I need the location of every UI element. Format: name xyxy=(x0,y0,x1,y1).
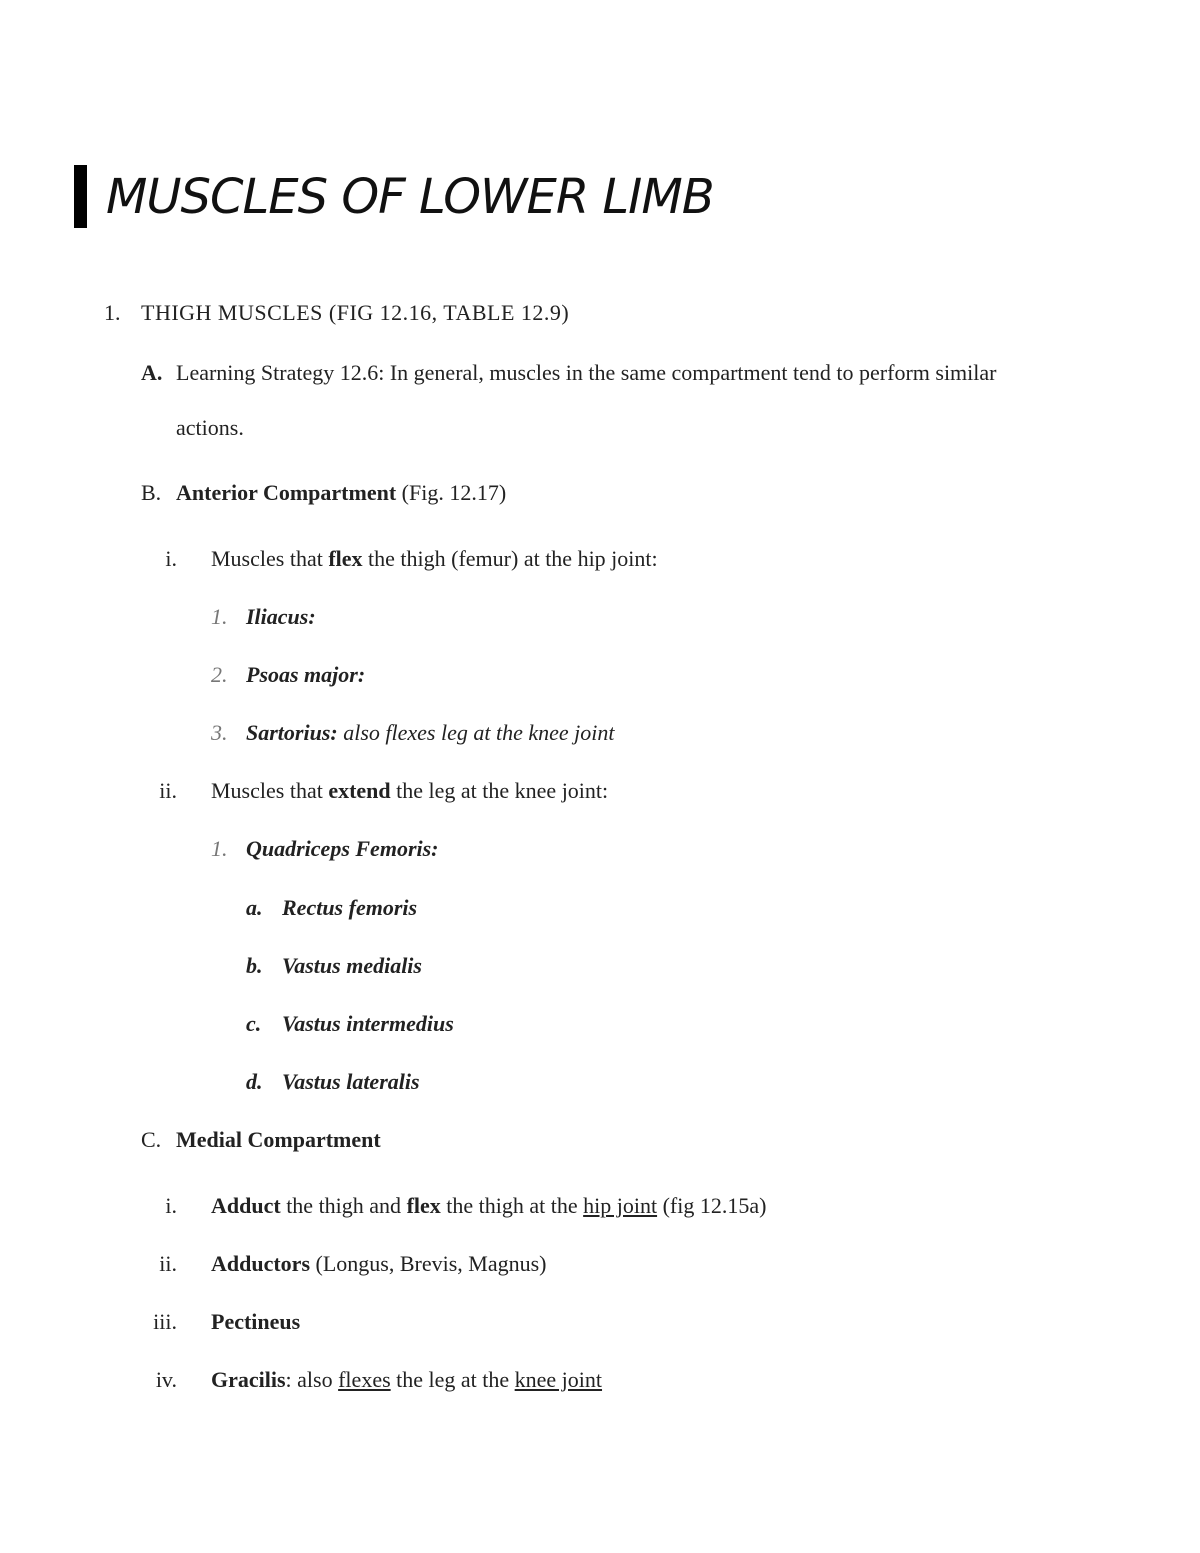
list-item-quadriceps: Quadriceps Femoris: xyxy=(246,836,439,861)
roman-marker-b-ii: ii. xyxy=(159,778,177,803)
learning-strategy-line2: actions. xyxy=(176,415,244,440)
sub-marker-d: d. xyxy=(246,1069,263,1094)
anterior-compartment-heading xyxy=(176,479,506,507)
anterior-compartment-ref: (Fig. 12.17) xyxy=(396,480,507,505)
sub-marker-c: c. xyxy=(246,1011,262,1036)
adduct-text-2: the thigh at the xyxy=(440,1193,584,1218)
flex-thigh-pre: Muscles that xyxy=(211,546,329,571)
sub-marker-a: a. xyxy=(246,895,263,920)
adduct-bold: Adduct xyxy=(211,1193,281,1218)
roman-marker-c-i: i. xyxy=(165,1193,177,1218)
list-marker-psoas: 2. xyxy=(211,662,228,687)
gracilis-bold: Gracilis xyxy=(211,1367,286,1392)
knee-joint-underlined: knee joint xyxy=(514,1367,603,1392)
list-item-sartorius xyxy=(246,719,614,747)
page-title: MUSCLES OF LOWER LIMB xyxy=(106,169,714,225)
adduct-line xyxy=(211,1192,766,1220)
roman-marker-c-ii: ii. xyxy=(159,1251,177,1276)
muscle-name: Iliacus: xyxy=(246,604,316,629)
adductors-bold: Adductors xyxy=(211,1251,311,1276)
sub-item-vastus-medialis: Vastus medialis xyxy=(282,953,422,978)
flexes-underlined: flexes xyxy=(338,1367,391,1392)
flex-thigh-post: the thigh (femur) at the hip joint: xyxy=(362,546,658,571)
flex-bold: flex xyxy=(406,1193,441,1218)
adduct-text-3: (fig 12.15a) xyxy=(657,1193,767,1218)
list-item-iliacus xyxy=(246,603,316,631)
title-accent-bar xyxy=(74,165,87,228)
learning-strategy-line1: Learning Strategy 12.6: In general, muscles in the same compartment tend to perform similar xyxy=(176,360,997,385)
item-marker-a: A. xyxy=(141,360,163,385)
extend-leg-bold: extend xyxy=(328,778,391,803)
list-marker-quadriceps: 1. xyxy=(211,836,228,861)
sub-item-vastus-intermedius: Vastus intermedius xyxy=(282,1011,454,1036)
sub-item-vastus-lateralis: Vastus lateralis xyxy=(282,1069,420,1094)
adduct-text-1: the thigh and xyxy=(280,1193,407,1218)
gracilis-text-2: the leg at the xyxy=(390,1367,515,1392)
roman-marker-c-iv: iv. xyxy=(155,1367,177,1392)
flex-thigh-bold: flex xyxy=(328,546,363,571)
extend-leg-post: the leg at the knee joint: xyxy=(390,778,609,803)
muscle-name: Sartorius: xyxy=(246,720,338,745)
gracilis-line xyxy=(211,1366,602,1394)
muscle-name: Psoas major: xyxy=(246,662,366,687)
sub-item-rectus-femoris: Rectus femoris xyxy=(282,895,418,920)
list-marker-sartorius: 3. xyxy=(211,720,228,745)
gracilis-text-1: : also xyxy=(285,1367,339,1392)
item-marker-c: C. xyxy=(141,1127,162,1152)
muscle-note: also flexes leg at the knee joint xyxy=(337,720,615,745)
extend-leg-pre: Muscles that xyxy=(211,778,329,803)
flex-thigh-line xyxy=(211,545,658,573)
extend-leg-line xyxy=(211,777,608,805)
list-marker-iliacus: 1. xyxy=(211,604,228,629)
roman-marker-b-i: i. xyxy=(165,546,177,571)
anterior-compartment-title: Anterior Compartment xyxy=(176,480,397,505)
section-heading: THIGH MUSCLES (FIG 12.16, TABLE 12.9) xyxy=(141,300,570,325)
medial-compartment-heading: Medial Compartment xyxy=(176,1127,381,1152)
roman-marker-c-iii: iii. xyxy=(153,1309,177,1334)
item-marker-b: B. xyxy=(141,480,162,505)
sub-marker-b: b. xyxy=(246,953,263,978)
hip-joint-underlined: hip joint xyxy=(583,1193,658,1218)
pectineus-line: Pectineus xyxy=(211,1309,301,1334)
adductors-rest: (Longus, Brevis, Magnus) xyxy=(310,1251,547,1276)
adductors-line xyxy=(211,1250,547,1278)
section-number: 1. xyxy=(104,300,121,325)
list-item-psoas xyxy=(246,661,365,689)
